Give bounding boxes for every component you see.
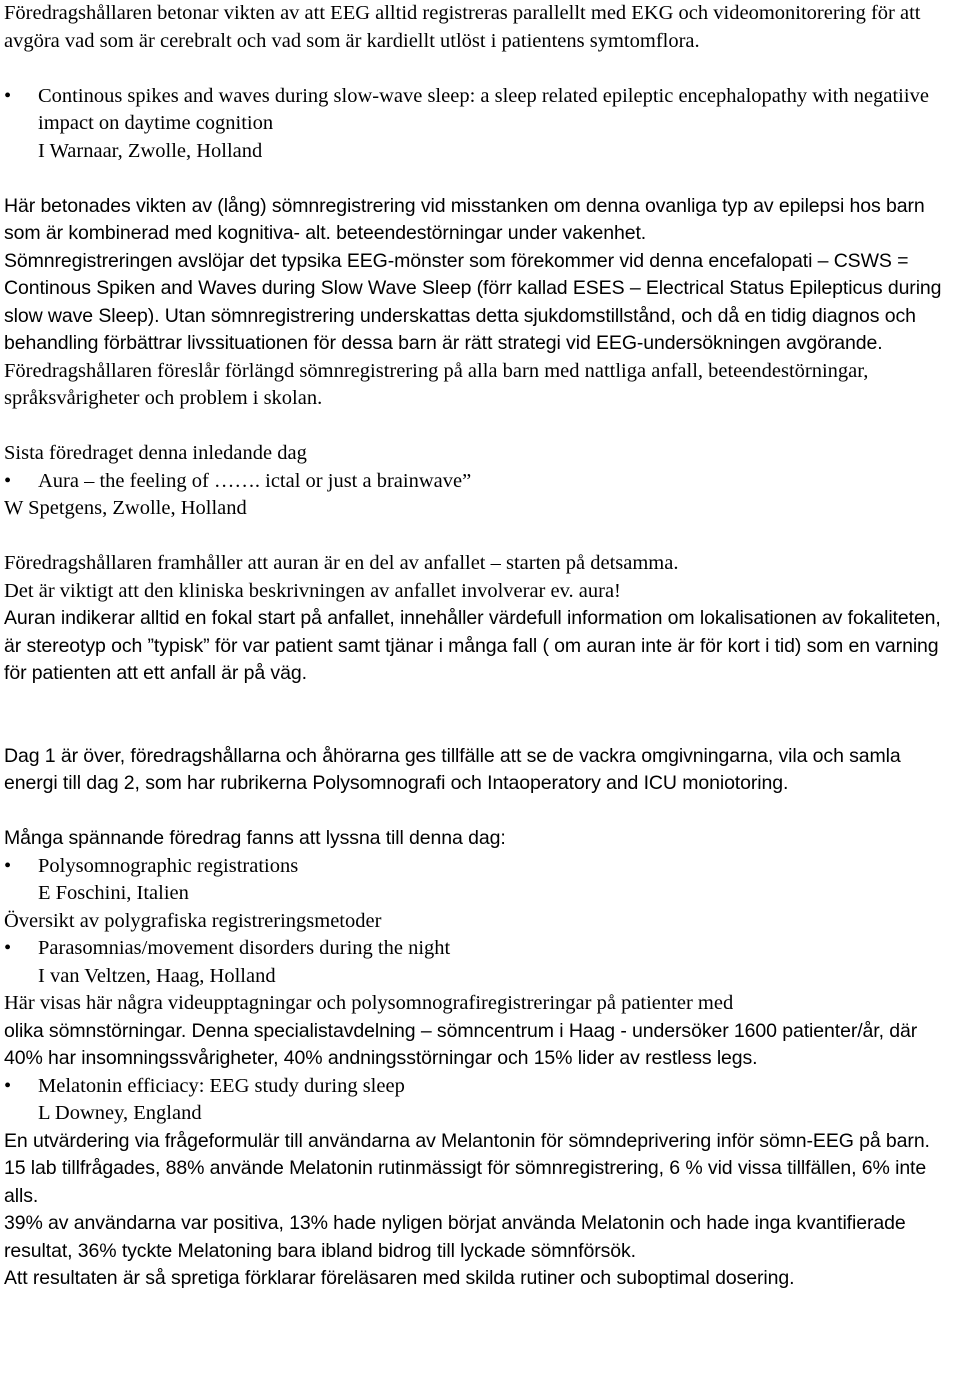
- lecture-title-text: Aura – the feeling of ……. ictal or just a brainwave”: [38, 469, 472, 492]
- day-two-intro: Många spännande föredrag fanns att lyssna till denna dag:: [4, 827, 506, 849]
- spacer: [4, 688, 952, 743]
- csws-detail-part-1: Sömnregistreringen avslöjar det typsika EEG-mönster som förekommer vid denna encefalopati – CSWS = Continous Spiken and Waves during Slow Wave Sleep (förr kallad ESES – Electrical Status Epilepticus during slow wave Sleep).: [4, 249, 942, 327]
- parasomnia-paragraph-2: olika sömnstörningar. Denna specialistavdelning – sömncentrum i Haag - undersöker 1600 patienter/år, där 40% har insomningssvårigheter, 40% andningsstörningar och 15% lider av restless legs.: [4, 1019, 918, 1069]
- bullet-icon: •: [4, 84, 12, 107]
- aura-paragraph-3: Auran indikerar alltid en fokal start på anfallet, innehåller värdefull information om lokalisationen av fokaliteten, är stereotyp och ”typisk” för var patient samt tjänar i många fall ( om auran inte är för kort i tid) som en varning för patienten att ett anfall är på väg.: [4, 607, 941, 684]
- spacer: [4, 165, 952, 193]
- csws-detail-part-2: Utan sömnregistrering underskattas detta sjukdomstillstånd, och då en tidig diagnos och behandling förbättrar livssituationen för dessa barn är rätt strategi vid EEG-undersökningen avgörande.: [4, 304, 916, 354]
- intro-paragraph: Föredragshållaren betonar vikten av att EEG alltid registreras parallellt med EKG och videomonitorering för att avgöra vad som är cerebralt och vad som är kardiellt utlöst i patientens symtomflora.: [4, 2, 921, 52]
- parasomnia-paragraph-1: Här visas här några videupptagningar och polysomnografiregistreringar på patienter med: [4, 992, 734, 1014]
- lecture-title-polysomnographic: [4, 853, 952, 881]
- lecture-title-text: Continous spikes and waves during slow-wave sleep: a sleep related epileptic encephalopathy with negatiive impact on daytime cognition: [38, 84, 929, 134]
- melatonin-paragraph-1: En utvärdering via frågeformulär till användarna av Melantonin för sömndeprivering inför sömn-EEG på barn. 15 lab tillfrågades, 88% använde Melatonin rutinmässigt för sömnregistrering, 6 % vid vissa tillfällen, 6% inte alls.: [4, 1129, 930, 1207]
- day-last-lecture-heading: Sista föredraget denna inledande dag: [4, 442, 307, 464]
- day-one-summary: Dag 1 är över, föredragshållarna och åhörarna ges tillfälle att se de vackra omgivningarna, vila och samla energi till dag 2, som har rubrikerna Polysomnografi och Intaoperatory and ICU moniotoring.: [4, 744, 901, 794]
- lecture-title-parasomnias: [4, 935, 952, 963]
- lecture-title-text: Melatonin efficiacy: EEG study during sleep: [38, 1074, 405, 1097]
- lecture-summary: Översikt av polygrafiska registreringsmetoder: [4, 909, 382, 932]
- lecture-title-csws: [4, 83, 952, 138]
- lecture-speaker: E Foschini, Italien: [38, 882, 189, 904]
- lecture-title-melatonin: [4, 1073, 952, 1101]
- bullet-icon: •: [4, 854, 12, 877]
- lecture-title-text: Polysomnographic registrations: [38, 854, 299, 877]
- spacer: [4, 523, 952, 551]
- csws-summary: Här betonades vikten av (lång) sömnregistrering vid misstanken om denna ovanliga typ av epilepsi hos barn som är kombinerad med kognitiva- alt. beteendestörningar under vakenhet.: [4, 194, 925, 244]
- bullet-icon: •: [4, 469, 12, 492]
- lecture-speaker: I van Veltzen, Haag, Holland: [38, 964, 276, 987]
- lecture-speaker: I Warnaar, Zwolle, Holland: [38, 139, 263, 162]
- melatonin-paragraph-3: Att resultaten är så spretiga förklarar föreläsaren med skilda rutiner och suboptimal dosering.: [4, 1267, 795, 1289]
- melatonin-paragraph-2: 39% av användarna var positiva, 13% hade nyligen börjat använda Melatonin och hade inga kvantifierade resultat, 36% tyckte Melatoning bara ibland bidrog till lyckade sömnförsök.: [4, 1212, 906, 1262]
- lecture-speaker: L Downey, England: [38, 1102, 202, 1124]
- bullet-icon: •: [4, 937, 12, 959]
- spacer: [4, 55, 952, 83]
- spacer: [4, 413, 952, 441]
- spacer: [4, 798, 952, 826]
- lecture-speaker: W Spetgens, Zwolle, Holland: [4, 497, 247, 519]
- aura-paragraph-2: Det är viktigt att den kliniska beskrivningen av anfallet involverar ev. aura!: [4, 579, 621, 602]
- lecture-title-aura: [4, 468, 952, 496]
- aura-paragraph-1: Föredragshållaren framhåller att auran är en del av anfallet – starten på detsamma.: [4, 552, 679, 574]
- lecture-title-text: Parasomnias/movement disorders during the night: [38, 937, 451, 959]
- csws-recommendation: Föredragshållaren föreslår förlängd sömnregistrering på alla barn med nattliga anfall, beteendestörningar, språksvårigheter och problem i skolan.: [4, 359, 869, 409]
- csws-detail: [4, 248, 952, 358]
- bullet-icon: •: [4, 1074, 12, 1097]
